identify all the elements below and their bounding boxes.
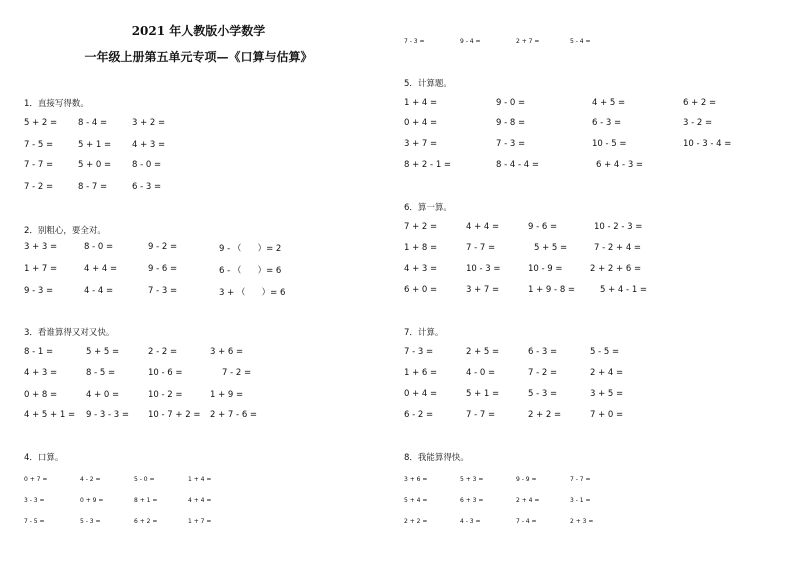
problem-item: 6 - （ ）= 6: [219, 266, 282, 276]
problem-item: 7 - 7 =: [570, 476, 591, 483]
right-section-2-heading: 6．算一算。: [404, 203, 452, 213]
problem-item: 7 - 2 =: [528, 368, 558, 378]
problem-item: 5 + 4 - 1 =: [600, 285, 648, 295]
problem-item: 6 + 2 =: [683, 98, 717, 108]
problem-item: 5 - 3 =: [528, 389, 558, 399]
problem-item: 8 - 7 =: [78, 182, 108, 192]
problem-item: 0 + 9 =: [80, 497, 104, 504]
problem-item: 3 + 2 =: [132, 118, 166, 128]
problem-item: 4 + 4 =: [188, 497, 212, 504]
problem-item: 7 + 0 =: [590, 410, 624, 420]
problem-item: 6 - 3 =: [528, 347, 558, 357]
problem-item: 7 - 7 =: [466, 410, 496, 420]
problem-item: 3 + 5 =: [590, 389, 624, 399]
problem-item: 4 - 4 =: [84, 286, 114, 296]
problem-item: 5 + 5 =: [534, 243, 568, 253]
problem-item: 3 + 6 =: [210, 347, 244, 357]
problem-item: 8 - 4 =: [78, 118, 108, 128]
problem-item: 2 + 7 =: [516, 38, 540, 45]
problem-item: 2 + 2 + 6 =: [590, 264, 642, 274]
problem-item: 9 - 3 =: [24, 286, 54, 296]
problem-item: 2 + 5 =: [466, 347, 500, 357]
problem-item: 4 - 0 =: [466, 368, 496, 378]
problem-item: 2 + 7 - 6 =: [210, 410, 258, 420]
problem-item: 3 + 7 =: [404, 139, 438, 149]
problem-item: 4 + 3 =: [404, 264, 438, 274]
problem-item: 8 + 2 - 1 =: [404, 160, 452, 170]
problem-item: 4 + 5 + 1 =: [24, 410, 76, 420]
page-title-line1: 2021 年人教版小学数学: [131, 24, 266, 38]
problem-item: 4 + 3 =: [132, 140, 166, 150]
problem-item: 4 + 4 =: [84, 264, 118, 274]
problem-item: 9 - 2 =: [148, 242, 178, 252]
problem-item: 7 - 2 =: [24, 182, 54, 192]
problem-item: 10 - 9 =: [528, 264, 563, 274]
problem-item: 8 - 1 =: [24, 347, 54, 357]
problem-item: 8 - 5 =: [86, 368, 116, 378]
problem-item: 3 + （ ）= 6: [219, 288, 286, 298]
problem-item: 3 - 2 =: [683, 118, 713, 128]
problem-item: 5 - 5 =: [590, 347, 620, 357]
problem-item: 2 + 2 =: [404, 518, 428, 525]
problem-item: 0 + 8 =: [24, 390, 58, 400]
problem-item: 3 + 3 =: [24, 242, 58, 252]
problem-item: 7 - 2 =: [222, 368, 252, 378]
problem-item: 0 + 4 =: [404, 118, 438, 128]
problem-item: 2 + 4 =: [516, 497, 540, 504]
right-section-1-heading: 5．计算题。: [404, 79, 452, 89]
problem-item: 7 - 3 =: [404, 38, 425, 45]
problem-item: 5 - 3 =: [80, 518, 101, 525]
problem-item: 4 - 3 =: [460, 518, 481, 525]
problem-item: 5 + 1 =: [466, 389, 500, 399]
problem-item: 7 - 7 =: [466, 243, 496, 253]
problem-item: 9 - 3 - 3 =: [86, 410, 129, 420]
problem-item: 6 + 0 =: [404, 285, 438, 295]
problem-item: 3 - 1 =: [570, 497, 591, 504]
problem-item: 1 + 4 =: [404, 98, 438, 108]
problem-item: 7 - 3 =: [404, 347, 434, 357]
problem-item: 1 + 9 - 8 =: [528, 285, 576, 295]
problem-item: 10 - 3 - 4 =: [683, 139, 732, 149]
problem-item: 3 + 7 =: [466, 285, 500, 295]
problem-item: 5 + 4 =: [404, 497, 428, 504]
left-section-3-heading: 4．口算。: [24, 453, 64, 463]
problem-item: 5 + 3 =: [460, 476, 484, 483]
left-section-1-heading: 2．别粗心，要全对。: [24, 226, 106, 236]
problem-item: 1 + 9 =: [210, 390, 244, 400]
problem-item: 10 - 7 + 2 =: [148, 410, 201, 420]
problem-item: 7 - 5 =: [24, 140, 54, 150]
right-section-4-heading: 8．我能算得快。: [404, 453, 469, 463]
problem-item: 6 - 3 =: [132, 182, 162, 192]
problem-item: 9 - 6 =: [528, 222, 558, 232]
problem-item: 5 + 2 =: [24, 118, 58, 128]
problem-item: 7 - 2 + 4 =: [594, 243, 642, 253]
problem-item: 1 + 8 =: [404, 243, 438, 253]
problem-item: 5 + 1 =: [78, 140, 112, 150]
problem-item: 1 + 7 =: [24, 264, 58, 274]
problem-item: 9 - 0 =: [496, 98, 526, 108]
problem-item: 2 + 2 =: [528, 410, 562, 420]
problem-item: 2 + 4 =: [590, 368, 624, 378]
problem-item: 5 + 5 =: [86, 347, 120, 357]
problem-item: 0 + 4 =: [404, 389, 438, 399]
problem-item: 8 - 0 =: [132, 160, 162, 170]
problem-item: 6 - 2 =: [404, 410, 434, 420]
problem-item: 8 - 4 - 4 =: [496, 160, 539, 170]
problem-item: 2 - 2 =: [148, 347, 178, 357]
problem-item: 7 + 2 =: [404, 222, 438, 232]
problem-item: 6 - 3 =: [592, 118, 622, 128]
problem-item: 9 - 6 =: [148, 264, 178, 274]
problem-item: 10 - 5 =: [592, 139, 627, 149]
problem-item: 7 - 4 =: [516, 518, 537, 525]
problem-item: 10 - 3 =: [466, 264, 501, 274]
problem-item: 1 + 6 =: [404, 368, 438, 378]
page-title-line2: 一年级上册第五单元专项—《口算与估算》: [84, 50, 313, 64]
problem-item: 7 - 5 =: [24, 518, 45, 525]
problem-item: 6 + 2 =: [134, 518, 158, 525]
problem-item: 10 - 6 =: [148, 368, 183, 378]
left-section-2-heading: 3．看谁算得又对又快。: [24, 328, 115, 338]
left-section-0-heading: 1．直接写得数。: [24, 99, 89, 109]
problem-item: 10 - 2 - 3 =: [594, 222, 643, 232]
problem-item: 0 + 7 =: [24, 476, 48, 483]
problem-item: 5 - 0 =: [134, 476, 155, 483]
problem-item: 4 + 4 =: [466, 222, 500, 232]
right-section-3-heading: 7．计算。: [404, 328, 444, 338]
problem-item: 7 - 3 =: [148, 286, 178, 296]
problem-item: 9 - 8 =: [496, 118, 526, 128]
problem-item: 9 - （ ）= 2: [219, 244, 282, 254]
problem-item: 9 - 9 =: [516, 476, 537, 483]
problem-item: 8 - 0 =: [84, 242, 114, 252]
problem-item: 1 + 4 =: [188, 476, 212, 483]
problem-item: 8 + 1 =: [134, 497, 158, 504]
problem-item: 4 + 5 =: [592, 98, 626, 108]
problem-item: 5 - 4 =: [570, 38, 591, 45]
problem-item: 7 - 7 =: [24, 160, 54, 170]
problem-item: 2 + 3 =: [570, 518, 594, 525]
problem-item: 5 + 0 =: [78, 160, 112, 170]
problem-item: 7 - 3 =: [496, 139, 526, 149]
problem-item: 9 - 4 =: [460, 38, 481, 45]
problem-item: 4 + 3 =: [24, 368, 58, 378]
problem-item: 4 + 0 =: [86, 390, 120, 400]
problem-item: 6 + 4 - 3 =: [596, 160, 644, 170]
problem-item: 6 + 3 =: [460, 497, 484, 504]
problem-item: 4 - 2 =: [80, 476, 101, 483]
problem-item: 3 - 3 =: [24, 497, 45, 504]
problem-item: 10 - 2 =: [148, 390, 183, 400]
problem-item: 3 + 6 =: [404, 476, 428, 483]
problem-item: 1 + 7 =: [188, 518, 212, 525]
